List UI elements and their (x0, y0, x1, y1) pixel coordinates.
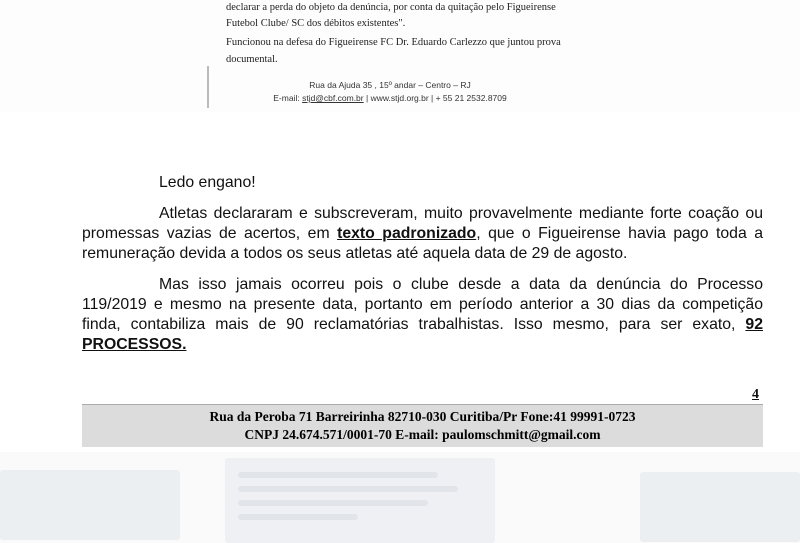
paragraph-atletas-text-a: Atletas declararam e subscreveram, muito provavelmente mediante forte coação ou promessas vazias de acertos, em (82, 205, 763, 242)
scan-line-3: Funcionou na defesa do Figueirense FC Dr. Eduardo Carlezzo que juntou prova (226, 37, 561, 48)
paragraph-ledo-engano: Ledo engano! (159, 174, 256, 191)
scan-line-1: declarar a perda do objeto da denúncia, por conta da quitação pelo Figueirense (226, 2, 556, 13)
ghost-text-line (238, 472, 438, 478)
paragraph-atletas-text-b: , que o Figueirense havia pago toda a remuneração devida a todos os seus atletas até aquela data de 29 de agosto. (82, 225, 764, 262)
ghost-text-line (238, 514, 358, 520)
ghost-panel-right (640, 472, 800, 542)
ghost-panel-left (0, 470, 180, 540)
scan-email-label: E-mail: (273, 93, 300, 103)
paragraph-processos-text: Mas isso jamais ocorreu pois o clube desde a data da denúncia do Processo 119/2019 e mesmo na presente data, portanto em período anterior a 30 dias da competição finda, contabiliza mais de 90 reclamatórias trabalhistas. Isso mesmo, para ser exato, (82, 276, 763, 333)
emphasis-texto-padronizado: texto padronizado (337, 225, 477, 242)
scan-line-2: Futebol Clube/ SC dos débitos existentes". (226, 18, 406, 29)
page-number: 4 (752, 387, 759, 402)
document-body (82, 173, 763, 366)
ghost-text-line (238, 500, 428, 506)
scan-site: | www.stjd.org.br | + 55 21 2532.8709 (366, 93, 507, 103)
letterhead-footer (82, 404, 763, 447)
paragraph-atletas (82, 204, 763, 264)
scan-address: Rua da Ajuda 35 , 15º andar – Centro – RJ (309, 80, 471, 90)
scanned-header-excerpt (0, 0, 800, 112)
scan-line-4: documental. (226, 54, 278, 65)
paragraph-processos (82, 275, 763, 355)
ghost-text-line (238, 486, 458, 492)
scan-contact-line (200, 93, 580, 103)
footer-cnpj-email: CNPJ 24.674.571/0001-70 E-mail: paulomschmitt@gmail.com (244, 427, 601, 442)
scan-email: stjd@cbf.com.br (302, 93, 364, 103)
footer-address: Rua da Peroba 71 Barreirinha 82710-030 Curitiba/Pr Fone:41 99991-0723 (209, 409, 636, 424)
background-window-blur (0, 452, 800, 543)
emphasis-92-processos: 92 PROCESSOS. (82, 316, 763, 353)
